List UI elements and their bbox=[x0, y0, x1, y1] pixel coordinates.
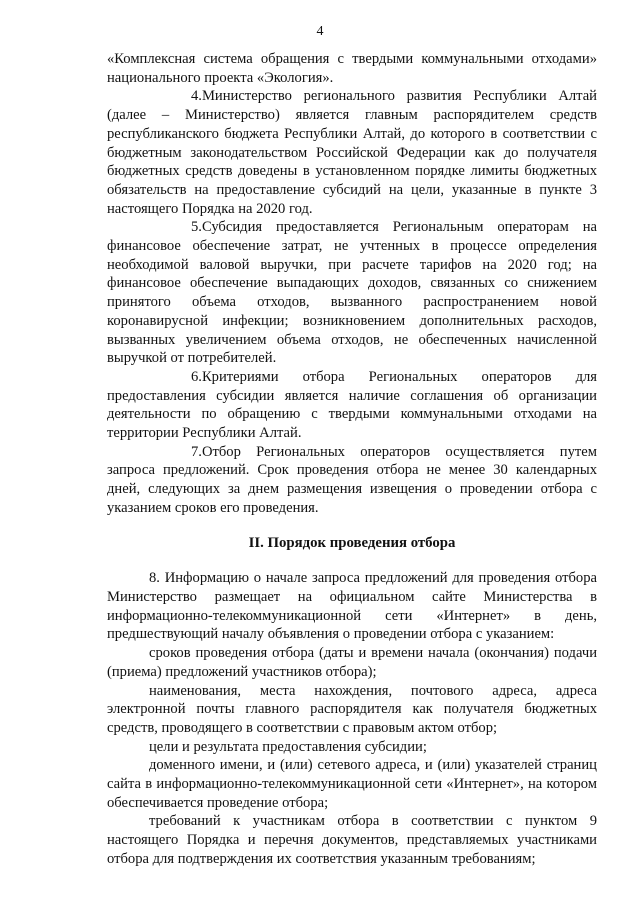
paragraph-item-5 bbox=[107, 218, 597, 368]
item-number: 5. bbox=[191, 219, 202, 236]
paragraph-text: Министерство регионального развития Республики Алтай (далее – Министерство) является главным распорядителем средств республиканского бюджета Республики Алтай, до которого в соответствии с бюджетным законодательством Российской Федерации как до получателя бюджетных средств доведены в установленном порядке лимиты бюджетных обязательств на предоставление субсидий на цели, указанные в пункте 3 настоящего Порядка на 2020 год. bbox=[107, 88, 597, 217]
paragraph-text: «Комплексная система обращения с твердыми коммунальными отходами» национального проекта «Экология». bbox=[107, 51, 597, 86]
paragraph-text: Субсидия предоставляется Региональным операторам на финансовое обеспечение затрат, не учтенных в процессе определения необходимой валовой выручки, при расчете тарифов на 2020 год; на финансовое обеспечение выпадающих доходов, связанных со снижением принятого объема отходов, вызванного распространением новой коронавирусной инфекции; возникновением дополнительных расходов, вызванных увеличением объема отходов, не обеспеченных начисленной выручкой от потребителей. bbox=[107, 219, 597, 367]
paragraph-continuation bbox=[107, 50, 597, 87]
item-number: 4. bbox=[191, 88, 202, 105]
paragraph-text: Критериями отбора Региональных операторов для предоставления субсидии является наличие соглашения об организации деятельности по обращению с твердыми коммунальными отходами на территории Республики Алтай. bbox=[107, 368, 597, 442]
item-number: 6. bbox=[191, 368, 202, 385]
paragraph-item-8: 8. Информацию о начале запроса предложений для проведения отбора Министерство размещает на официальном сайте Министерства в информационно-телекоммуникационной сети «Интернет» в день, предшествующий началу объявления о проведении отбора с указанием: bbox=[107, 570, 597, 643]
paragraph-text: Отбор Региональных операторов осуществляется путем запроса предложений. Срок проведения отбора не менее 30 календарных дней, следующих за днем размещения извещения о проведении отбора с указанием сроков его проведения. bbox=[107, 443, 597, 516]
list-item-goals: цели и результата предоставления субсидии; bbox=[149, 738, 427, 755]
item-number: 7. bbox=[191, 443, 202, 460]
document-body bbox=[107, 50, 597, 869]
list-item-requirements: требований к участникам отбора в соответствии с пунктом 9 настоящего Порядка и перечня документов, представляемых участниками отбора для подтверждения их соответствия указанным требованиям; bbox=[107, 813, 597, 867]
list-item-deadlines: сроков проведения отбора (даты и времени начала (окончания) подачи (приема) предложений участников отбора); bbox=[107, 645, 597, 680]
page-number: 4 bbox=[316, 24, 324, 39]
paragraph-item-7 bbox=[107, 443, 597, 518]
paragraph-item-4 bbox=[107, 87, 597, 218]
list-item-name-address: наименования, места нахождения, почтового адреса, адреса электронной почты главного распорядителя как получателя бюджетных средств, проводящего в соответствии с правовым актом отбор; bbox=[107, 682, 597, 736]
section-heading: II. Порядок проведения отбора bbox=[248, 534, 456, 551]
list-item-domain: доменного имени, и (или) сетевого адреса, и (или) указателей страниц сайта в информационно-телекоммуникационной сети «Интернет», на котором обеспечивается проведение отбора; bbox=[107, 757, 597, 811]
paragraph-item-6 bbox=[107, 368, 597, 443]
